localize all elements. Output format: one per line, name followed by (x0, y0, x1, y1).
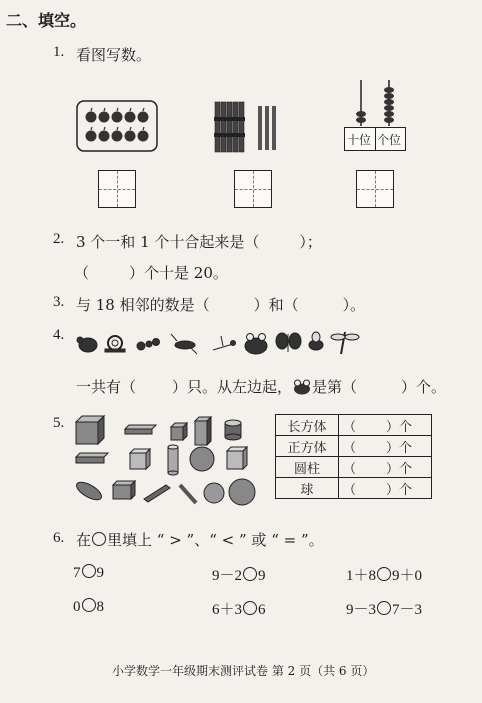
shape-answer-cylinder[interactable] (339, 457, 432, 478)
q2-line2-open: （ (74, 264, 90, 282)
q3-close: ）。 (342, 296, 366, 314)
page-footer: 小学数学一年级期末测评试卷 第 2 页（共 6 页） (112, 664, 375, 678)
q6-text-2: 里填上 “ > ”、“ < ” 或 “ = ”。 (107, 531, 324, 549)
compare-circle-input[interactable] (377, 567, 391, 581)
compare-left: 9－3 (346, 602, 377, 618)
q3-and: ）和（ (253, 296, 299, 314)
shape-name-cylinder: 圆柱 (276, 457, 339, 478)
shape-answer-sphere[interactable] (339, 478, 432, 499)
compare-circle-input[interactable] (243, 601, 257, 615)
q3-text: 与 18 相邻的数是（ (76, 296, 210, 314)
q4-line (76, 376, 446, 397)
compare-circle-input[interactable] (82, 598, 96, 612)
compare-left: 1＋8 (346, 568, 377, 584)
table-row (276, 457, 432, 478)
q2-number: 2. (53, 231, 65, 247)
compare-item-3 (346, 564, 422, 585)
q4-text-4: ）个。 (401, 378, 447, 396)
frog-icon (292, 378, 312, 395)
circle-icon (92, 532, 106, 546)
shape-answer-cube[interactable] (339, 436, 432, 457)
abacus-tens-label: 十位 (347, 133, 372, 147)
open-paren: （ (343, 482, 357, 498)
q6-number: 6. (53, 530, 65, 546)
compare-circle-input[interactable] (243, 567, 257, 581)
compare-right: 7－3 (392, 602, 423, 618)
abacus-ones-label: 个位 (377, 133, 402, 147)
section-title: 二、填空。 (6, 11, 87, 30)
abacus-divider (375, 128, 376, 150)
table-row (276, 436, 432, 457)
q2-line1-text: 3 个一和 1 个十合起来是（ (76, 233, 260, 251)
compare-item-6 (346, 598, 422, 619)
q2-line1 (76, 231, 322, 252)
shapes-count-table (275, 414, 432, 499)
table-row (276, 478, 432, 499)
q1-text: 看图写数。 (76, 46, 152, 64)
compare-left: 0 (73, 599, 81, 615)
shape-name-sphere: 球 (276, 478, 339, 499)
q4-text-2: ）只。从左边起， (172, 378, 293, 396)
answer-box-2[interactable] (234, 170, 272, 208)
compare-item-2 (212, 564, 266, 585)
table-row (276, 415, 432, 436)
compare-item-4 (73, 598, 104, 616)
answer-box-3[interactable] (356, 170, 394, 208)
compare-right: 6 (258, 602, 266, 618)
q3-number: 3. (53, 294, 65, 310)
solids-illustration (70, 413, 270, 507)
compare-left: 9－2 (212, 568, 243, 584)
compare-right: 9 (96, 565, 104, 581)
q3-line (76, 294, 365, 315)
open-paren: （ (343, 419, 357, 435)
compare-right: 9 (258, 568, 266, 584)
open-paren: （ (343, 440, 357, 456)
q4-text-3: 是第（ (312, 378, 358, 396)
close-paren: ）个 (386, 419, 413, 435)
sticks-illustration (212, 100, 278, 154)
compare-right: 9＋0 (392, 568, 423, 584)
abacus-base (344, 127, 406, 151)
close-paren: ）个 (386, 482, 413, 498)
close-paren: ）个 (386, 440, 413, 456)
compare-item-5 (212, 598, 266, 619)
compare-left: 7 (73, 565, 81, 581)
shape-name-cuboid: 长方体 (276, 415, 339, 436)
q2-line2-text: ）个十是 20。 (129, 264, 228, 282)
q5-number: 5. (53, 415, 65, 431)
compare-right: 8 (96, 599, 104, 615)
q6-instruction (76, 529, 324, 550)
q2-line1-close: ）； (299, 233, 322, 251)
compare-left: 6＋3 (212, 602, 243, 618)
pears-illustration (76, 100, 158, 152)
compare-circle-input[interactable] (82, 564, 96, 578)
shape-answer-cuboid[interactable] (339, 415, 432, 436)
q4-number: 4. (53, 327, 65, 343)
close-paren: ）个 (386, 461, 413, 477)
animals-row-illustration (73, 326, 363, 358)
q2-line2 (74, 262, 228, 283)
abacus-illustration (344, 78, 406, 126)
answer-box-1[interactable] (98, 170, 136, 208)
compare-item-1 (73, 564, 104, 582)
q1-number: 1. (53, 44, 65, 60)
q4-text-1: 一共有（ (76, 378, 137, 396)
compare-circle-input[interactable] (377, 601, 391, 615)
open-paren: （ (343, 461, 357, 477)
shape-name-cube: 正方体 (276, 436, 339, 457)
q6-text-1: 在 (76, 531, 92, 549)
